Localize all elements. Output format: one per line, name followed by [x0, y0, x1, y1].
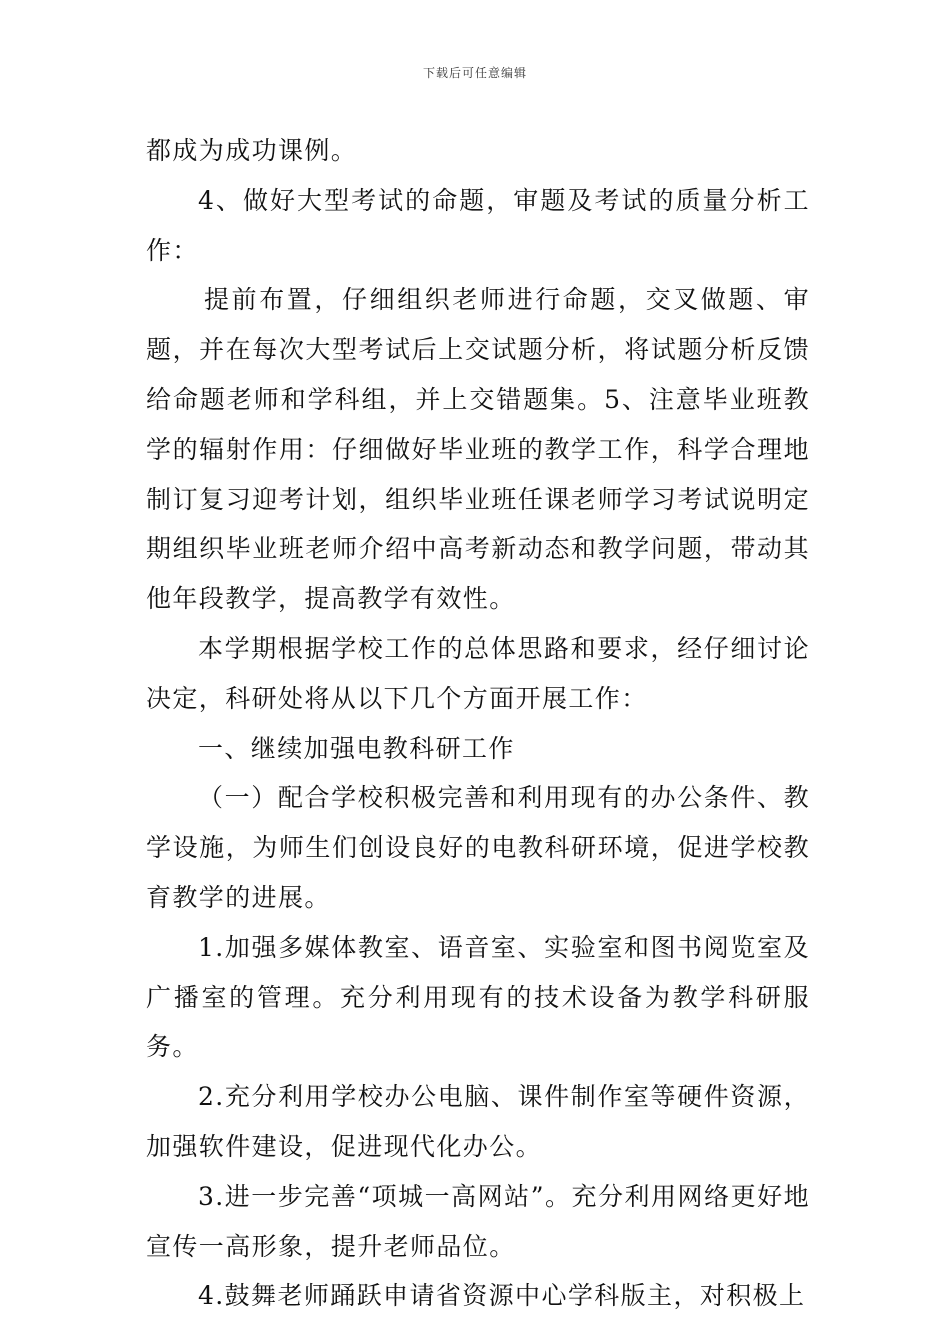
paragraph-semester-plan: 本学期根据学校工作的总体思路和要求，经仔细讨论决定，科研处将从以下几个方面开展工作：: [146, 633, 810, 713]
list-item-2: 2.充分利用学校办公电脑、课件制作室等硬件资源，加强软件建设，促进现代化办公。: [146, 1082, 810, 1161]
paragraph-item-4-body: 提前布置，仔细组织老师进行命题，交叉做题、审题，并在每次大型考试后上交试题分析，将试题分析反馈给命题老师和学科组，并上交错题集。5、注意毕业班教学的辐射作用：仔细做好毕业班的教学工作，科学合理地制订复习迎考计划，组织毕业班任课老师学习考试说明定期组织毕业班老师介绍中高考新动态和教学问题，带动其他年段教学，提高教学有效性。: [146, 285, 810, 614]
list-item-4: 4.鼓舞老师踊跃申请省资源中心学科版主，对积极上: [198, 1281, 806, 1311]
list-item-1: 1.加强多媒体教室、语音室、实验室和图书阅览室及广播室的管理。充分利用现有的技术设备为教学科研服务。: [146, 932, 810, 1062]
page-header: 下载后可任意编辑: [422, 66, 527, 80]
subsection-heading-1: （一）配合学校积极完善和利用现有的办公条件、教学设施，为师生们创设良好的电教科研环境，促进学校教育教学的进展。: [146, 783, 810, 912]
document-body: [146, 126, 810, 1321]
list-item-3: 3.进一步完善“项城一高网站”。充分利用网络更好地宣传一高形象，提升老师品位。: [146, 1181, 810, 1261]
paragraph-item-4-heading: 4、做好大型考试的命题，审题及考试的质量分析工作：: [146, 185, 810, 265]
section-heading-1: 一、继续加强电教科研工作: [198, 733, 515, 763]
paragraph-continuation: 都成为成功课例。: [146, 136, 358, 165]
